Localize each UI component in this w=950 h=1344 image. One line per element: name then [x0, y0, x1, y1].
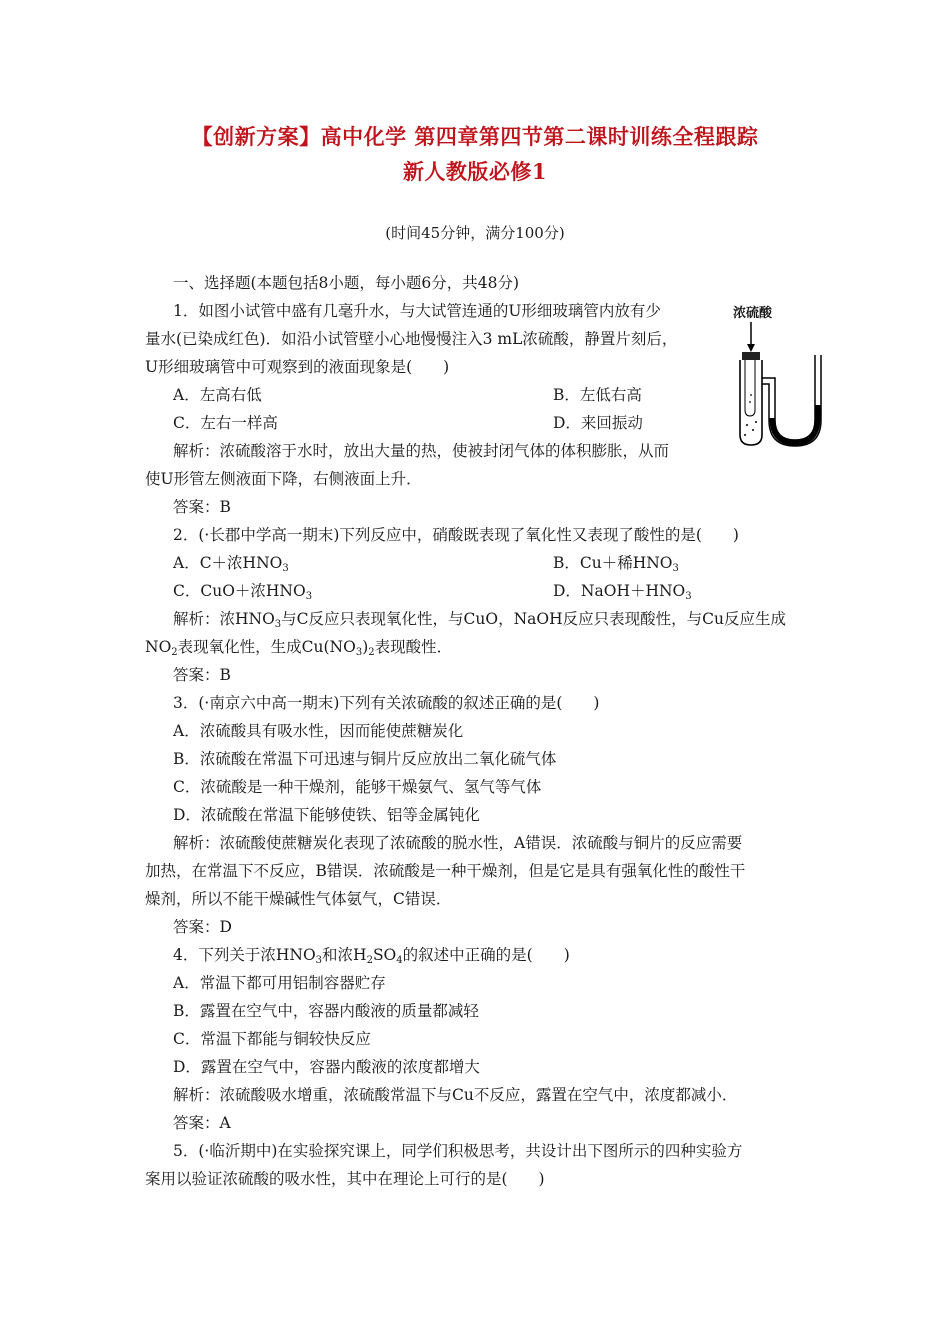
q3-option-b: B．浓硫酸在常温下可迅速与铜片反应放出二氧化硫气体 [173, 750, 557, 768]
q1-option-b: B．左低右高 [553, 386, 642, 404]
q3-explanation-1: 解析：浓硫酸使蔗糖炭化表现了浓硫酸的脱水性，A错误．浓硫酸与铜片的反应需要 [173, 834, 743, 852]
q3-explanation-3: 燥剂，所以不能干燥碱性气体氨气，C错误． [145, 890, 452, 908]
q3-option-a: A．浓硫酸具有吸水性，因而能使蔗糖炭化 [173, 722, 464, 740]
q2-option-b: B．Cu＋稀$HNO_3$ [553, 554, 679, 574]
q2-option-a: A．C＋浓$HNO_3$ [173, 554, 289, 574]
q2-stem: 2．(·长郡中学高一期末)下列反应中，硝酸既表现了氧化性又表现了酸性的是( ) [173, 526, 739, 544]
q1-option-c: C．左右一样高 [173, 414, 278, 432]
u-tube-apparatus-figure [725, 300, 830, 450]
q3-stem: 3．(·南京六中高一期末)下列有关浓硫酸的叙述正确的是( ) [173, 694, 600, 712]
q4-explanation: 解析：浓硫酸吸水增重，浓硫酸常温下与Cu不反应，露置在空气中，浓度都减小． [173, 1086, 738, 1104]
q5-stem-2: 案用以验证浓硫酸的吸水性，其中在理论上可行的是( ) [145, 1170, 545, 1188]
section-heading: 一、选择题(本题包括8小题，每小题6分，共48分) [173, 274, 520, 292]
q1-stem-1: 1．如图小试管中盛有几毫升水，与大试管连通的U形细玻璃管内放有少 [173, 302, 661, 320]
q4-stem: 4．下列关于浓$HNO_3$和浓$H_2SO_4$的叙述中正确的是( ) [173, 946, 570, 966]
q4-option-b: B．露置在空气中，容器内酸液的质量都减轻 [173, 1002, 479, 1020]
q3-explanation-2: 加热，在常温下不反应，B错误．浓硫酸是一种干燥剂，但是它是具有强氧化性的酸性干 [145, 862, 746, 880]
q1-option-a: A．左高右低 [173, 386, 262, 404]
q2-option-c: C．CuO＋浓$HNO_3$ [173, 582, 313, 602]
q1-explanation-1: 解析：浓硫酸溶于水时，放出大量的热，使被封闭气体的体积膨胀，从而 [173, 442, 670, 460]
document-title: 【创新方案】高中化学 第四章第四节第二课时训练全程跟踪 [191, 124, 759, 149]
q3-option-d: D．浓硫酸在常温下能够使铁、铝等金属钝化 [173, 806, 480, 824]
q4-option-a: A．常温下都可用铝制容器贮存 [173, 974, 386, 992]
q1-options-ab [173, 385, 642, 405]
q3-answer: 答案：D [173, 918, 232, 936]
q4-answer: 答案：A [173, 1114, 231, 1132]
q1-stem-3: U形细玻璃管中可观察到的液面现象是( ) [145, 358, 450, 376]
q2-explanation-1: 解析：浓$HNO_3$与C反应只表现氧化性，与CuO，NaOH反应只表现酸性，与Cu反应生成 [173, 610, 786, 630]
q2-option-d: D．$NaOH+HNO_3$ [553, 582, 692, 602]
q1-answer: 答案：B [173, 498, 231, 516]
q4-option-c: C．常温下都能与铜较快反应 [173, 1030, 371, 1048]
q2-options-cd [173, 581, 692, 602]
figure-label: 浓硫酸 [733, 306, 773, 321]
q4-option-d: D．露置在空气中，容器内酸液的浓度都增大 [173, 1058, 480, 1076]
q1-stem-2: 量水(已染成红色)．如沿小试管壁小心地慢慢注入3 mL浓硫酸，静置片刻后， [145, 330, 678, 348]
q2-options-ab [173, 553, 679, 574]
q2-explanation-2: $NO_2$表现氧化性，生成$Cu(NO_3)_2$表现酸性． [145, 638, 453, 658]
q1-explanation-2: 使U形管左侧液面下降，右侧液面上升． [145, 470, 422, 488]
q3-option-c: C．浓硫酸是一种干燥剂，能够干燥氨气、氢气等气体 [173, 778, 542, 796]
document-title-line2: 新人教版必修1 [402, 159, 548, 184]
q1-options-cd [173, 413, 643, 433]
time-score-note: (时间45分钟，满分100分) [385, 224, 565, 242]
q5-stem-1: 5．(·临沂期中)在实验探究课上，同学们积极思考，共设计出下图所示的四种实验方 [173, 1142, 743, 1160]
q2-answer: 答案：B [173, 666, 231, 684]
q1-option-d: D．来回振动 [553, 414, 643, 432]
